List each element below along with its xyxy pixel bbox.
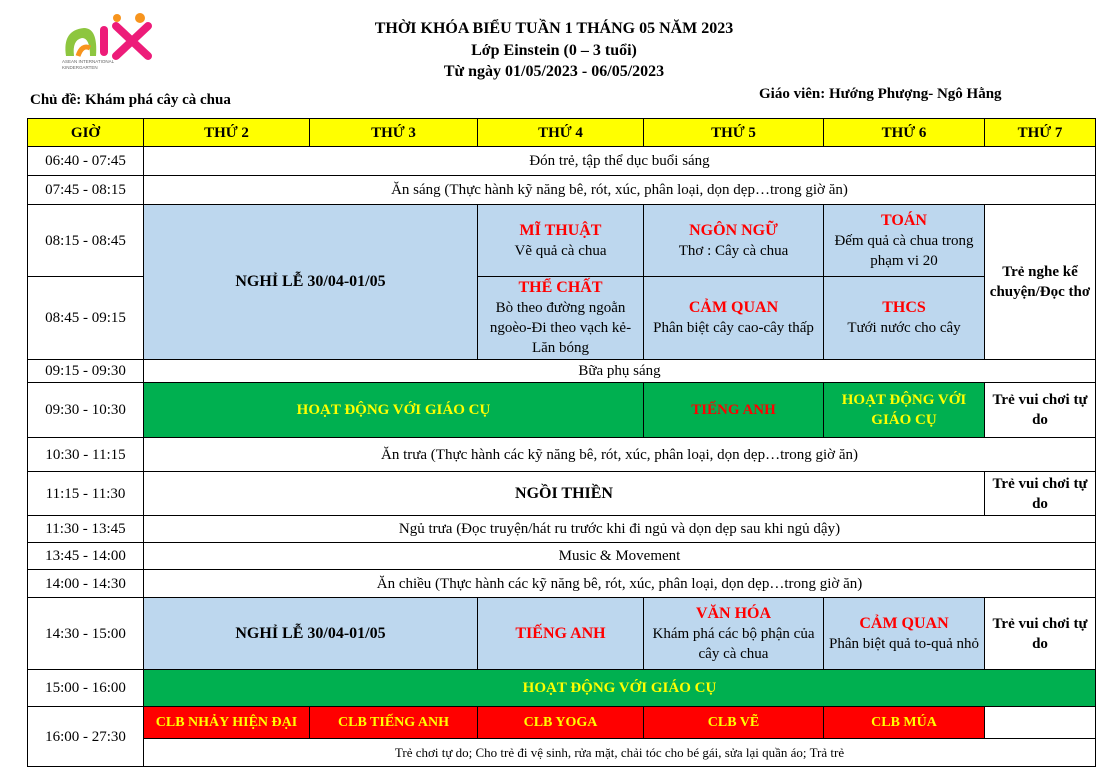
lunch-cell: Ăn trưa (Thực hành các kỹ năng bê, rót, xúc, phân loại, dọn dẹp…trong giờ ăn) bbox=[144, 438, 1096, 472]
col-header-mon: THỨ 2 bbox=[144, 119, 310, 147]
art-cell bbox=[478, 205, 644, 277]
topic: Chủ đề: Khám phá cây cà chua bbox=[30, 92, 231, 108]
nap-cell: Ngủ trưa (Đọc truyện/hát ru trước khi đi ngủ và dọn dẹp sau khi ngủ dậy) bbox=[144, 516, 1096, 543]
time-cell: 09:30 - 10:30 bbox=[28, 383, 144, 438]
tools-activity-cell-3: HOẠT ĐỘNG VỚI GIÁO CỤ bbox=[144, 670, 1096, 707]
club-drawing: CLB VẼ bbox=[644, 707, 824, 739]
sensory-title: CẢM QUAN bbox=[688, 299, 779, 316]
math-desc: Đếm quả cà chua trong phạm vi 20 bbox=[834, 232, 974, 269]
meditation-cell: NGỒI THIỀN bbox=[144, 472, 985, 516]
breakfast-cell: Ăn sáng (Thực hành kỹ năng bê, rót, xúc, phân loại, dọn dẹp…trong giờ ăn) bbox=[144, 176, 1096, 205]
pe-desc: Bò theo đường ngoằn ngoèo-Đi theo vạch kẻ-Lăn bóng bbox=[489, 300, 632, 356]
date-range: Từ ngày 01/05/2023 - 06/05/2023 bbox=[443, 63, 665, 80]
sensory-desc: Phân biệt cây cao-cây thấp bbox=[653, 320, 814, 336]
time-cell: 09:15 - 09:30 bbox=[28, 360, 144, 383]
sensory-cell bbox=[644, 277, 824, 360]
art-title: MĨ THUẬT bbox=[519, 221, 602, 239]
club-yoga: CLB YOGA bbox=[478, 707, 644, 739]
free-play-cell: Trẻ vui chơi tự do bbox=[985, 472, 1096, 516]
english-cell: TIẾNG ANH bbox=[644, 383, 824, 438]
col-header-sat: THỨ 7 bbox=[985, 119, 1096, 147]
time-cell: 15:00 - 16:00 bbox=[28, 670, 144, 707]
language-title: NGÔN NGỮ bbox=[689, 221, 778, 239]
free-play-cell: Trẻ vui chơi tự do bbox=[985, 383, 1096, 438]
club-english: CLB TIẾNG ANH bbox=[310, 707, 478, 739]
welcome-cell: Đón trẻ, tập thể dục buổi sáng bbox=[144, 147, 1096, 176]
class-name: Lớp Einstein (0 – 3 tuổi) bbox=[471, 42, 637, 59]
time-cell: 14:00 - 14:30 bbox=[28, 570, 144, 598]
col-header-thu: THỨ 5 bbox=[644, 119, 824, 147]
holiday-cell-2: NGHỈ LỄ 30/04-01/05 bbox=[144, 598, 478, 670]
culture-desc: Khám phá các bộ phận của cây cà chua bbox=[652, 625, 815, 662]
time-cell: 08:15 - 08:45 bbox=[28, 205, 144, 277]
teacher: Giáo viên: Hướng Phượng- Ngô Hằng bbox=[759, 86, 1002, 102]
language-cell bbox=[644, 205, 824, 277]
english-cell-2: TIẾNG ANH bbox=[478, 598, 644, 670]
col-header-wed: THỨ 4 bbox=[478, 119, 644, 147]
culture-cell bbox=[644, 598, 824, 670]
sensory-cell-2 bbox=[824, 598, 985, 670]
time-cell: 06:40 - 07:45 bbox=[28, 147, 144, 176]
col-header-tue: THỨ 3 bbox=[310, 119, 478, 147]
logo-subtext-1: ASEAN INTERNATIONAL bbox=[62, 59, 115, 64]
empty-cell bbox=[985, 707, 1096, 739]
sensory-title-2: CẢM QUAN bbox=[859, 614, 949, 632]
club-dance: CLB NHẢY HIỆN ĐẠI bbox=[144, 707, 310, 739]
tools-activity-cell-2: HOẠT ĐỘNG VỚI GIÁO CỤ bbox=[824, 383, 985, 438]
music-cell: Music & Movement bbox=[144, 543, 1096, 570]
logo-subtext-2: KINDERGARTEN bbox=[62, 65, 98, 70]
thcs-desc: Tưới nước cho cây bbox=[847, 320, 961, 336]
language-desc: Thơ : Cây cà chua bbox=[678, 242, 789, 259]
time-cell: 11:30 - 13:45 bbox=[28, 516, 144, 543]
math-title: TOÁN bbox=[881, 211, 927, 229]
end-of-day-cell: Trẻ chơi tự do; Cho trẻ đi vệ sinh, rửa mặt, chải tóc cho bé gái, sửa lại quần áo; Trả trẻ bbox=[144, 739, 1096, 767]
col-header-fri: THỨ 6 bbox=[824, 119, 985, 147]
time-cell: 08:45 - 09:15 bbox=[28, 277, 144, 360]
snack-cell: Bữa phụ sáng bbox=[144, 360, 1096, 383]
culture-title: VĂN HÓA bbox=[695, 604, 772, 622]
math-cell bbox=[824, 205, 985, 277]
sensory-desc-2: Phân biệt quả to-quả nhỏ bbox=[829, 635, 979, 652]
club-ballet: CLB MÚA bbox=[824, 707, 985, 739]
time-cell: 16:00 - 27:30 bbox=[28, 707, 144, 767]
holiday-cell: NGHỈ LỄ 30/04-01/05 bbox=[144, 205, 478, 360]
page-title: THỜI KHÓA BIỂU TUẦN 1 THÁNG 05 NĂM 2023 bbox=[374, 20, 734, 37]
thcs-cell bbox=[824, 277, 985, 360]
free-play-cell: Trẻ vui chơi tự do bbox=[985, 598, 1096, 670]
timetable bbox=[27, 118, 1096, 767]
tools-activity-cell: HOẠT ĐỘNG VỚI GIÁO CỤ bbox=[144, 383, 644, 438]
thcs-title: THCS bbox=[882, 299, 926, 316]
time-cell: 10:30 - 11:15 bbox=[28, 438, 144, 472]
time-cell: 14:30 - 15:00 bbox=[28, 598, 144, 670]
saturday-story-cell: Trẻ nghe kể chuyện/Đọc thơ bbox=[985, 205, 1096, 360]
pe-title: THỂ CHẤT bbox=[518, 279, 603, 296]
afternoon-meal-cell: Ăn chiều (Thực hành các kỹ năng bê, rót, xúc, phân loại, dọn dẹp…trong giờ ăn) bbox=[144, 570, 1096, 598]
time-cell: 07:45 - 08:15 bbox=[28, 176, 144, 205]
time-cell: 13:45 - 14:00 bbox=[28, 543, 144, 570]
time-cell: 11:15 - 11:30 bbox=[28, 472, 144, 516]
col-header-time: GIỜ bbox=[28, 119, 144, 147]
art-desc: Vẽ quả cà chua bbox=[514, 242, 607, 259]
pe-cell bbox=[478, 277, 644, 360]
